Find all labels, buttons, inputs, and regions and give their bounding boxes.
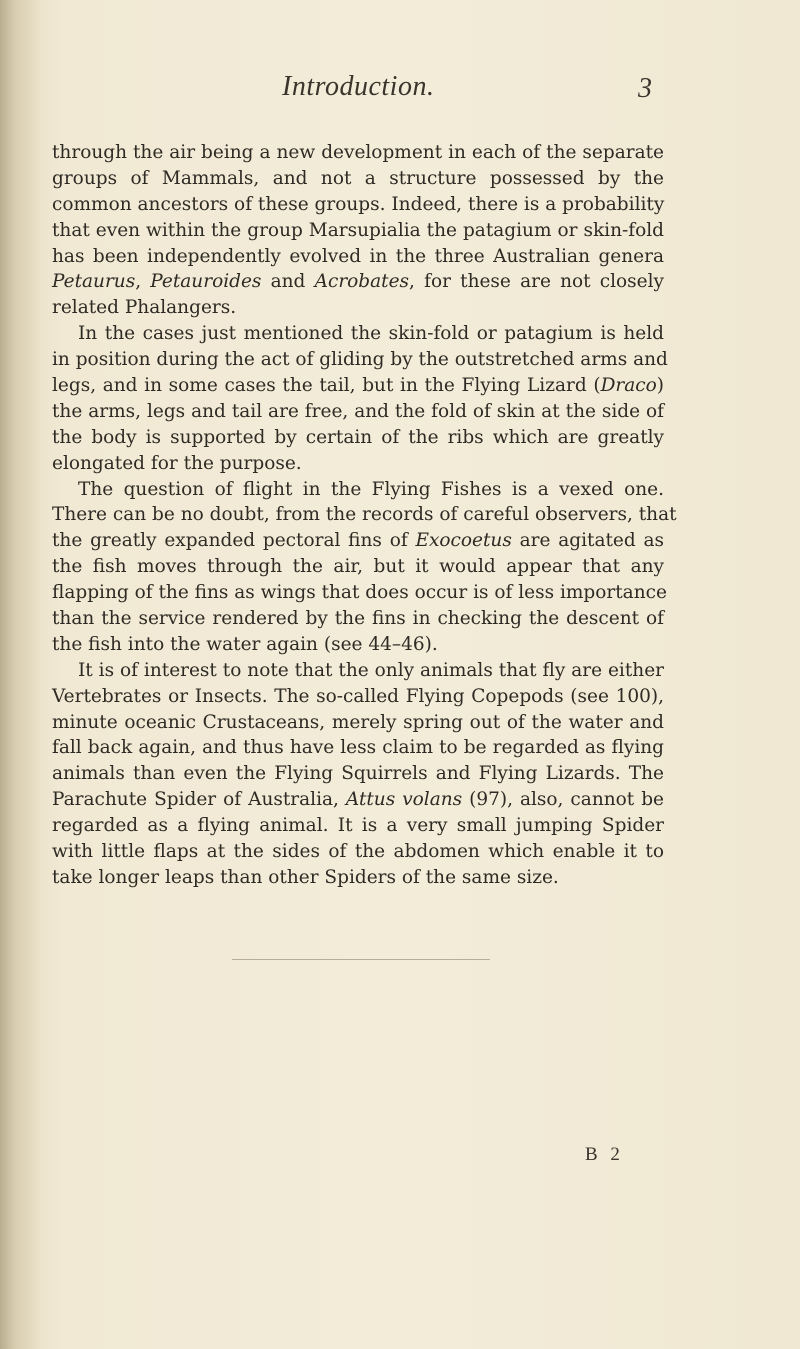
- text-line: has been independently evolved in the three Australian genera: [52, 245, 664, 267]
- text-line: [52, 269, 664, 295]
- genus-name: Acrobates: [314, 271, 410, 293]
- text-span: the greatly expanded pectoral fins of: [52, 530, 416, 552]
- text-span: (97), also, cannot be: [462, 789, 664, 811]
- running-header: [0, 71, 800, 111]
- text-line: regarded as a flying animal. It is a very small jumping Spider: [52, 815, 664, 837]
- text-span: Parachute Spider of Australia,: [52, 789, 346, 811]
- text-span: ): [656, 375, 664, 397]
- text-span: ,: [135, 271, 151, 293]
- page-number: 3: [638, 73, 652, 104]
- text-line: [52, 787, 664, 813]
- text-line: in position during the act of gliding by the outstretched arms and: [52, 349, 668, 371]
- text-line: minute oceanic Crustaceans, merely spring out of the water and: [52, 711, 664, 733]
- genus-name: Petaurus: [52, 271, 136, 293]
- text-line: The question of flight in the Flying Fishes is a vexed one.: [78, 478, 664, 500]
- text-line: through the air being a new development in each of the separate: [52, 142, 664, 163]
- signature-mark: B 2: [585, 1144, 624, 1165]
- text-line: the body is supported by certain of the ribs which are greatly: [52, 426, 664, 448]
- text-line: It is of interest to note that the only animals that fly are either: [78, 659, 664, 681]
- genus-name: Draco: [600, 375, 657, 397]
- text-line: flapping of the fins as wings that does occur is of less importance: [52, 582, 667, 604]
- text-line: take longer leaps than other Spiders of the same size.: [52, 866, 559, 888]
- body-text: [52, 140, 677, 891]
- text-line: Vertebrates or Insects. The so-called Flying Copepods (see 100),: [52, 685, 664, 707]
- running-title: Introduction.: [282, 71, 435, 102]
- genus-name: Petauroides: [150, 271, 262, 293]
- bleed-through-rule: [232, 959, 490, 960]
- text-span: are agitated as: [511, 530, 664, 552]
- species-name: Attus volans: [345, 789, 463, 811]
- text-line: the fish moves through the air, but it would appear that any: [52, 556, 664, 578]
- genus-name: Exocoetus: [415, 530, 512, 552]
- text-line: the arms, legs and tail are free, and the fold of skin at the side of: [52, 400, 664, 422]
- text-line: animals than even the Flying Squirrels and Flying Lizards. The: [52, 763, 664, 785]
- text-line: that even within the group Marsupialia the patagium or skin-fold: [52, 219, 664, 241]
- text-line: related Phalangers.: [52, 297, 237, 319]
- text-line: common ancestors of these groups. Indeed, there is a probability: [52, 193, 665, 215]
- text-line: with little flaps at the sides of the abdomen which enable it to: [52, 841, 664, 863]
- text-line: [52, 373, 664, 399]
- text-line: [52, 528, 664, 554]
- book-spine-shadow: [0, 0, 40, 1349]
- text-line: There can be no doubt, from the records of careful observers, that: [52, 504, 677, 526]
- text-line: In the cases just mentioned the skin-fold or patagium is held: [78, 323, 664, 345]
- text-span: , for these are not closely: [409, 271, 664, 293]
- text-line: than the service rendered by the fins in checking the descent of: [52, 608, 664, 630]
- text-line: the fish into the water again (see 44–46).: [52, 633, 438, 655]
- text-span: and: [261, 271, 315, 293]
- text-line: groups of Mammals, and not a structure possessed by the: [52, 167, 664, 189]
- text-line: fall back again, and thus have less claim to be regarded as flying: [52, 737, 664, 759]
- text-line: elongated for the purpose.: [52, 452, 302, 474]
- text-span: legs, and in some cases the tail, but in the Flying Lizard (: [52, 375, 601, 397]
